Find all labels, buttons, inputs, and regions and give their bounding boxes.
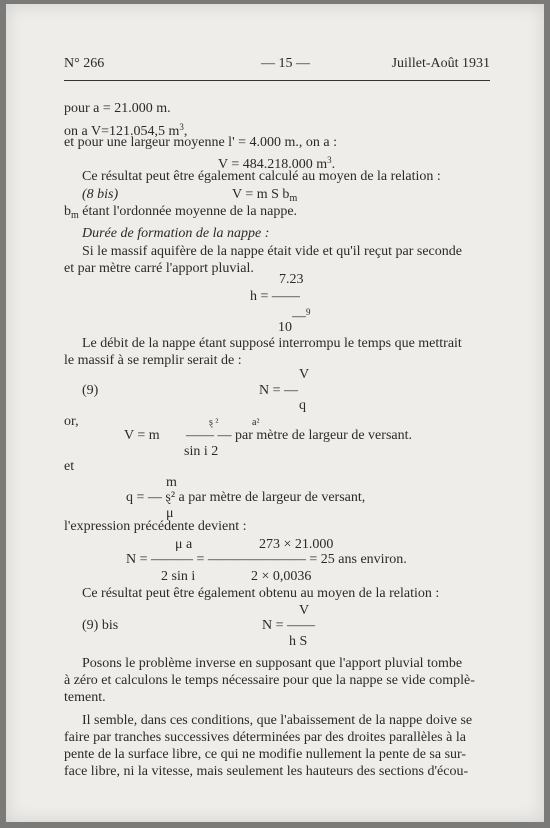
equation: N = ——— = ——————— = 25 ans environ. [126,552,407,567]
equation-label: (9) [82,383,99,398]
equation: m [166,475,177,490]
text-line: face libre, ni la vitesse, mais seulement les hauteurs des sections d'écou- [64,764,469,779]
text-line: or, [64,414,79,429]
text-line: le massif à se remplir serait de : [64,353,242,368]
text-line: Il semble, dans ces conditions, que l'abaissement de la nappe doive se [82,713,473,728]
equation: 273 × 21.000 [259,537,334,552]
equation-label: (9) bis [82,618,119,633]
text-line: pente de la surface libre, ce qui ne modifie nullement la pente de sa sur- [64,747,467,762]
text-line: et pour une largeur moyenne l' = 4.000 m., on a : [64,135,337,150]
equation: h = —— [250,289,300,304]
text-line: faire par tranches successives déterminées par des droites parallèles à la [64,730,466,745]
text-line: $b_m$ étant l'ordonnée moyenne de la nappe. [64,204,298,221]
text-line: et [64,459,75,474]
equation: μ [166,506,174,521]
text-line: on a V=121.054,5 $m^3$, [64,122,188,139]
document-page [6,4,544,822]
equation: N = —— [262,618,316,633]
header-rule [64,80,490,81]
page-number: — 15 — [261,56,310,71]
equation: V = m S $b_m$ [232,187,298,204]
text-line: tement. [64,690,106,705]
text-line: à zéro et calculons le temps nécessaire pour que la nappe se vide complè- [64,673,475,688]
equation: a² [252,417,260,428]
equation: 2 sin i [161,569,196,584]
text-line: Posons le problème inverse en supposant que l'apport pluvial tombe [82,656,463,671]
equation: 2 × 0,0036 [251,569,312,584]
equation: V = 484.218.000 $m^3$. [218,155,336,172]
text-line: pour a = 21.000 m. [64,101,171,116]
issue-number: N° 266 [64,56,105,71]
equation: V [299,603,310,618]
page-header [64,56,490,76]
equation: —— — par mètre de largeur de versant. [186,428,412,443]
equation: h S [289,634,308,649]
equation: —$^9$ [292,307,311,324]
text-line: Ce résultat peut être également obtenu au moyen de la relation : [82,586,440,601]
equation: q = — ȿ² a par mètre de largeur de versant, [126,490,366,505]
equation: μ a [175,537,193,552]
text-line: Ce résultat peut être également calculé au moyen de la relation : [82,169,441,184]
equation: 7.23 [279,272,304,287]
text-line: l'expression précédente devient : [64,519,247,534]
equation: sin i 2 [184,444,219,459]
equation: V [299,367,310,382]
text-line: Si le massif aquifère de la nappe était vide et qu'il reçut par seconde [82,244,462,259]
equation: ȿ ² [209,417,219,428]
equation: 10 [278,320,292,335]
equation-label: (8 bis) [82,187,119,202]
equation: N = — [259,383,299,398]
text-line: Le débit de la nappe étant supposé interrompu le temps que mettrait [82,336,462,351]
equation: q [299,398,306,413]
text-line: et par mètre carré l'apport pluvial. [64,261,254,276]
section-title: Durée de formation de la nappe : [82,226,270,241]
equation: V = m [124,428,160,443]
issue-date: Juillet-Août 1931 [391,56,490,71]
